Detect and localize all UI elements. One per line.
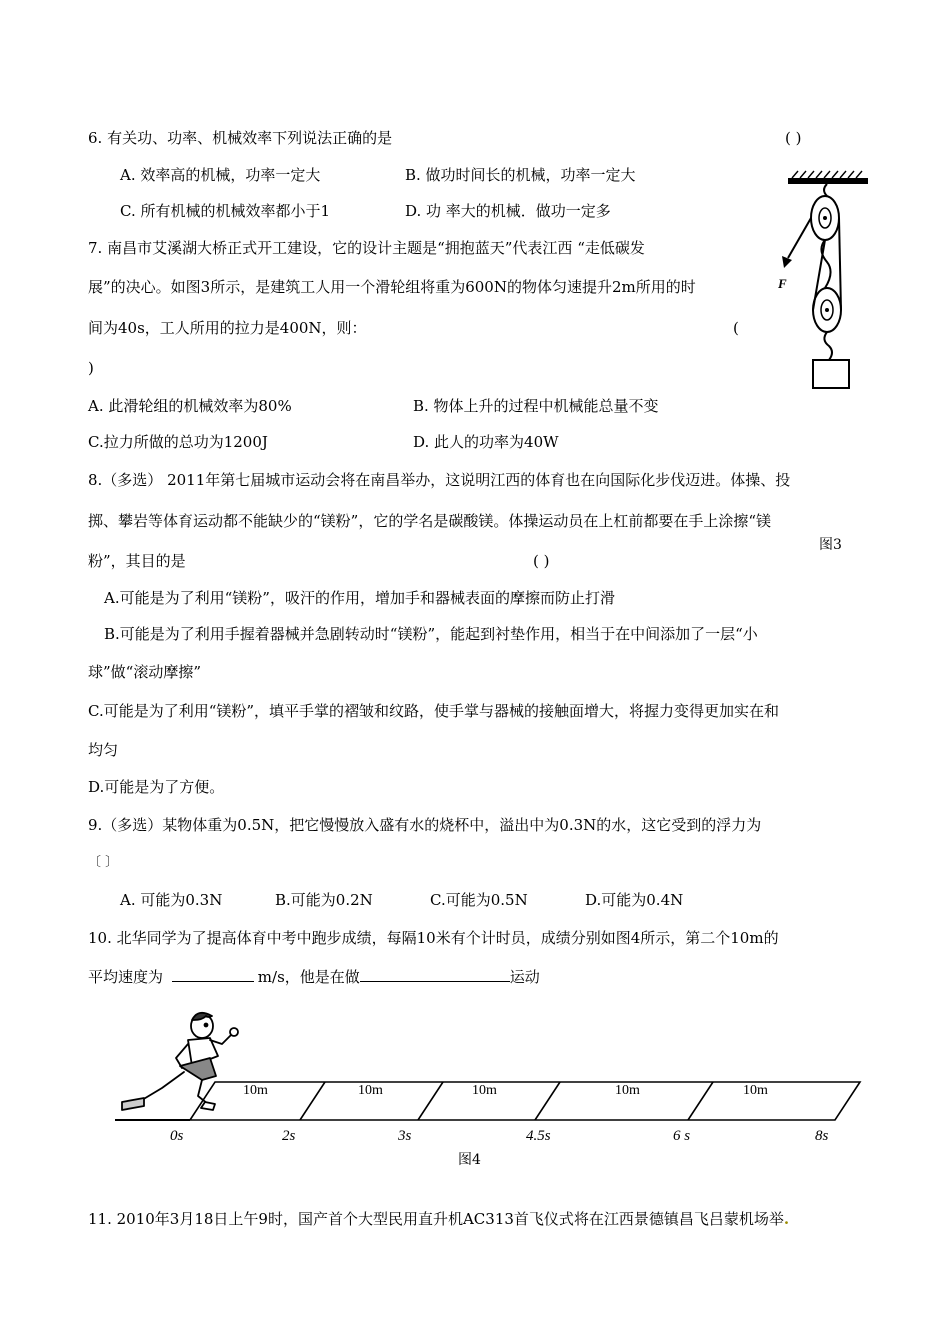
- q8-option-b-line2: 球”做“滚动摩擦”: [88, 663, 202, 681]
- q6-option-b: B. 做功时间长的机械，功率一定大: [405, 166, 636, 184]
- q9-option-c: C.可能为0.5N: [430, 891, 528, 909]
- q7-line1: 7. 南昌市艾溪湖大桥正式开工建设，它的设计主题是“拥抱蓝天”代表江西 “走低碳发: [88, 239, 645, 257]
- q11-dot: .: [783, 1210, 790, 1228]
- q8-option-a: A.可能是为了利用“镁粉”，吸汗的作用，增加手和器械表面的摩擦而防止打滑: [104, 589, 615, 607]
- q6-answer-paren: ( ): [785, 129, 802, 147]
- segment-label: 10m: [743, 1083, 768, 1098]
- q7-line3: 间为40s，工人所用的拉力是400N，则：: [88, 319, 367, 337]
- q7-paren-close: ): [88, 359, 94, 377]
- q8-option-c-line1: C.可能是为了利用“镁粉”，填平手掌的褶皱和纹路，使手掌与器械的接触面增大，将握力变得更加实在和: [88, 702, 780, 720]
- speed-answer-blank[interactable]: [172, 967, 254, 982]
- q10-line2: [88, 967, 540, 987]
- q9-option-a: A. 可能为0.3N: [120, 891, 223, 909]
- q11-line1: [88, 1209, 789, 1229]
- ceiling-mount: [788, 178, 868, 184]
- q10-line2-suffix: 运动: [509, 968, 540, 986]
- force-arrow: [782, 256, 792, 268]
- track-figure: [110, 1010, 870, 1145]
- motion-answer-blank[interactable]: [360, 967, 510, 982]
- q7-option-c: C.拉力所做的总功为1200J: [88, 433, 268, 451]
- time-label: 0s: [170, 1128, 184, 1144]
- q6-option-c: C. 所有机械的机械效率都小于1: [120, 202, 331, 220]
- track-divider: [418, 1082, 443, 1120]
- force-label: F: [778, 276, 787, 291]
- q7-option-a: A. 此滑轮组的机械效率为80%: [88, 397, 292, 415]
- time-label: 8s: [815, 1128, 829, 1144]
- fig3-caption: 图3: [819, 537, 842, 553]
- q6-stem: 6. 有关功、功率、机械效率下列说法正确的是: [88, 129, 393, 147]
- upper-pulley: [811, 196, 839, 240]
- segment-label: 10m: [243, 1083, 268, 1098]
- q8-option-c-line2: 均匀: [88, 741, 119, 759]
- pulley-figure: [770, 170, 880, 400]
- lower-pulley: [813, 288, 841, 332]
- q11-text: 11. 2010年3月18日上午9时，国产首个大型民用直升机AC313首飞仪式将在江西景德镇昌飞吕蒙机场举: [88, 1210, 784, 1228]
- q8-answer-paren: ( ): [533, 552, 550, 570]
- segment-label: 10m: [358, 1083, 383, 1098]
- q7-option-d: D. 此人的功率为40W: [413, 433, 559, 451]
- track-divider: [688, 1082, 713, 1120]
- q8-option-b-line1: B.可能是为了利用手握着器械并急剧转动时“镁粉”，能起到衬垫作用，相当于在中间添加了一层“小: [104, 625, 758, 643]
- time-label: 3s: [398, 1128, 412, 1144]
- q8-line2: 掷、攀岩等体育运动都不能缺少的“镁粉”，它的学名是碳酸镁。体操运动员在上杠前都要在手上涂擦“镁: [88, 512, 772, 530]
- q7-line2: 展”的决心。如图3所示，是建筑工人用一个滑轮组将重为600N的物体匀速提升2m所用的时: [88, 278, 696, 296]
- q10-line2-unit: m/s，他是在做: [257, 968, 360, 986]
- segment-label: 10m: [615, 1083, 640, 1098]
- q10-line1: 10. 北华同学为了提高体育中考中跑步成绩，每隔10米有个计时员，成绩分别如图4所示，第二个10m的: [88, 929, 779, 947]
- q6-option-d: D. 功 率大的机械．做功一定多: [405, 202, 611, 220]
- q6-option-a: A. 效率高的机械，功率一定大: [120, 166, 321, 184]
- q7-paren-open: (: [733, 319, 739, 337]
- q9-answer-paren: 〔 〕: [88, 855, 119, 870]
- q7-option-b: B. 物体上升的过程中机械能总量不变: [413, 397, 659, 415]
- q8-line1: 8.（多选） 2011年第七届城市运动会将在南昌举办，这说明江西的体育也在向国际化步伐迈进。体操、投: [88, 471, 791, 489]
- track-divider: [535, 1082, 560, 1120]
- time-label: 4.5s: [526, 1128, 551, 1144]
- time-label: 6 s: [673, 1128, 691, 1144]
- q9-line1: 9.（多选）某物体重为0.5N，把它慢慢放入盛有水的烧杯中，溢出中为0.3N的水，这它受到的浮力为: [88, 816, 762, 834]
- segment-label: 10m: [472, 1083, 497, 1098]
- q9-option-d: D.可能为0.4N: [585, 891, 684, 909]
- fig4-caption: 图4: [458, 1152, 481, 1168]
- q9-option-b: B.可能为0.2N: [275, 891, 373, 909]
- time-label: 2s: [282, 1128, 296, 1144]
- q8-option-d: D.可能是为了方便。: [88, 778, 225, 796]
- weight-block: [813, 360, 849, 388]
- runner-illustration: [122, 1013, 238, 1110]
- q8-line3: 粉”，其目的是: [88, 552, 186, 570]
- q10-line2-prefix: 平均速度为: [88, 968, 164, 986]
- track-divider: [300, 1082, 325, 1120]
